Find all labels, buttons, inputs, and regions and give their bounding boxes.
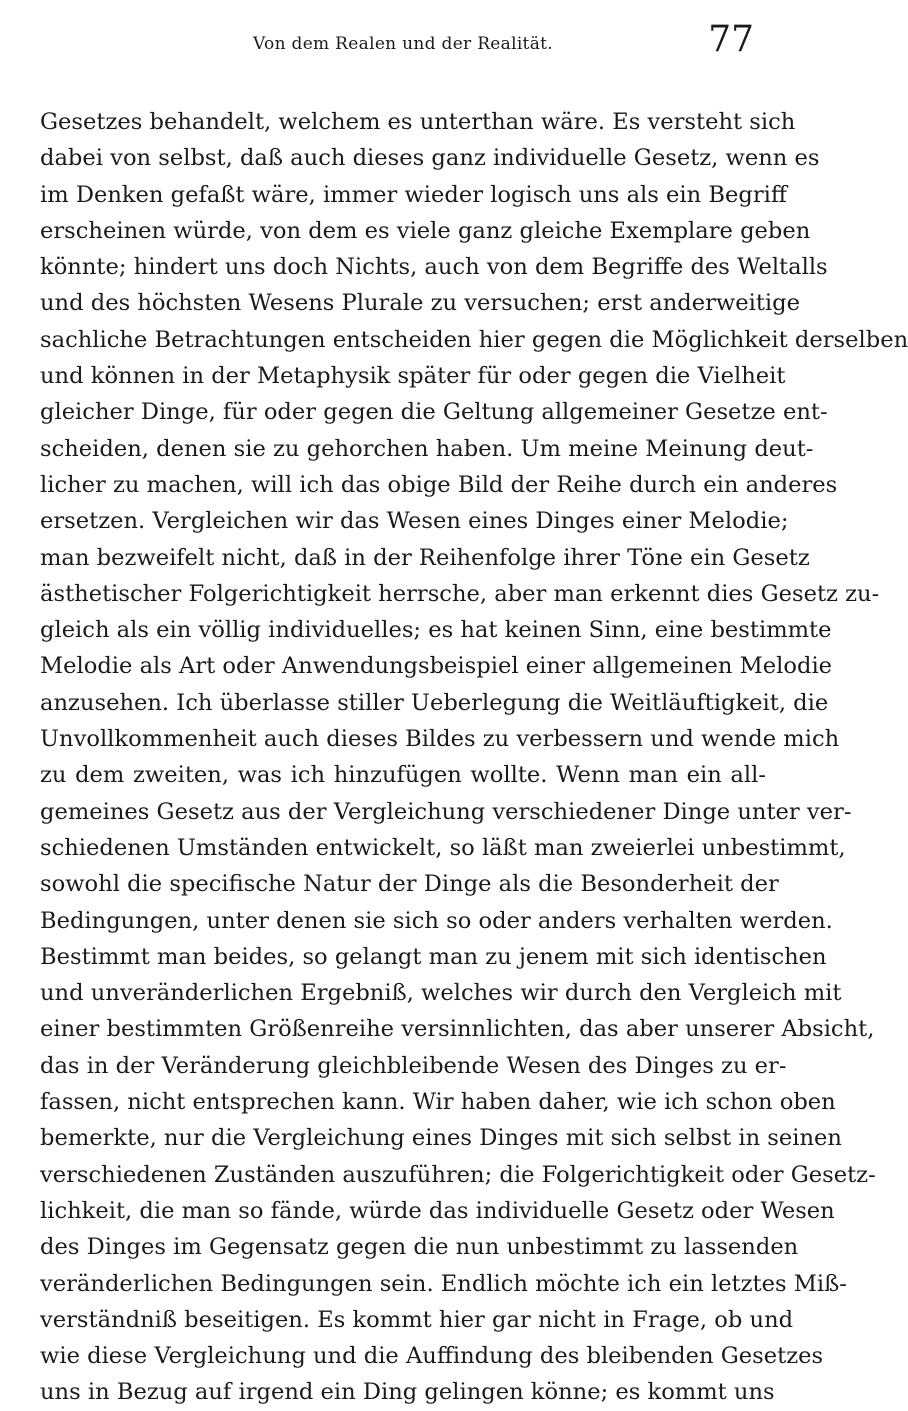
text-line: Gesetzes behandelt, welchem es unterthan wäre. Es versteht sich — [40, 109, 796, 135]
text-line: Bedingungen, unter denen sie sich so oder anders verhalten werden. — [40, 907, 833, 934]
text-line: zu dem zweiten, was ich hinzufügen wollte. Wenn man ein all- — [40, 762, 766, 789]
text-line: verschiedenen Zuständen auszuführen; die Folgerichtigkeit oder Gesetz- — [40, 1161, 876, 1188]
running-title: Von dem Realen und der Realität. — [253, 34, 553, 54]
text-line: ästhetischer Folgerichtigkeit herrsche, aber man erkennt dies Gesetz zu- — [40, 580, 880, 607]
text-line: sachliche Betrachtungen entscheiden hier gegen die Möglichkeit derselben — [40, 326, 908, 353]
text-line: könnte; hindert uns doch Nichts, auch von dem Begriffe des Weltalls — [40, 254, 828, 281]
text-line: schiedenen Umständen entwickelt, so läßt man zweierlei unbestimmt, — [40, 834, 846, 861]
page-number: 77 — [708, 19, 754, 60]
text-line: einer bestimmten Größenreihe versinnlichten, das aber unserer Absicht, — [40, 1016, 875, 1043]
text-line: das in der Veränderung gleichbleibende Wesen des Dinges zu er- — [40, 1052, 787, 1079]
text-line: wie diese Vergleichung und die Auffindung des bleibenden Gesetzes — [40, 1343, 824, 1370]
text-line: dabei von selbst, daß auch dieses ganz individuelle Gesetz, wenn es — [40, 145, 820, 172]
text-line: Melodie als Art oder Anwendungsbeispiel einer allgemeinen Melodie — [40, 653, 833, 680]
text-line: des Dinges im Gegensatz gegen die nun unbestimmt zu lassenden — [40, 1234, 799, 1261]
text-line: erscheinen würde, von dem es viele ganz gleiche Exemplare geben — [40, 217, 811, 244]
text-line: uns in Bezug auf irgend ein Ding gelingen könne; es kommt uns — [40, 1379, 775, 1406]
text-line: bemerkte, nur die Vergleichung eines Dinges mit sich selbst in seinen — [40, 1125, 842, 1152]
text-line: fassen, nicht entsprechen kann. Wir haben daher, wie ich schon oben — [40, 1089, 836, 1116]
running-head — [40, 0, 766, 60]
text-line: man bezweifelt nicht, daß in der Reihenfolge ihrer Töne ein Gesetz — [40, 544, 810, 571]
text-line: Unvollkommenheit auch dieses Bildes zu verbessern und wende mich — [40, 726, 840, 753]
text-line: veränderlichen Bedingungen sein. Endlich möchte ich ein letztes Miß- — [40, 1270, 847, 1297]
text-line: sowohl die specifische Natur der Dinge als die Besonderheit der — [40, 871, 779, 898]
body-paragraph — [40, 104, 908, 1411]
text-line: und des höchsten Wesens Plurale zu versuchen; erst anderweitige — [40, 290, 800, 317]
text-line: gleicher Dinge, für oder gegen die Geltung allgemeiner Gesetze ent- — [40, 399, 828, 426]
text-line: gleich als ein völlig individuelles; es hat keinen Sinn, eine bestimmte — [40, 617, 832, 644]
text-line: und unveränderlichen Ergebniß, welches wir durch den Vergleich mit — [40, 980, 842, 1007]
text-line: und können in der Metaphysik später für oder gegen die Vielheit — [40, 363, 786, 390]
text-line: verständniß beseitigen. Es kommt hier gar nicht in Frage, ob und — [40, 1306, 794, 1333]
text-line: anzusehen. Ich überlasse stiller Ueberlegung die Weitläuftigkeit, die — [40, 689, 829, 716]
text-line: lichkeit, die man so fände, würde das individuelle Gesetz oder Wesen — [40, 1197, 835, 1224]
text-line: ersetzen. Vergleichen wir das Wesen eines Dinges einer Melodie; — [40, 508, 789, 535]
text-line: licher zu machen, will ich das obige Bild der Reihe durch ein anderes — [40, 471, 838, 498]
text-line: scheiden, denen sie zu gehorchen haben. Um meine Meinung deut- — [40, 435, 814, 462]
text-line: gemeines Gesetz aus der Vergleichung verschiedener Dinge unter ver- — [40, 798, 852, 825]
text-line: Bestimmt man beides, so gelangt man zu jenem mit sich identischen — [40, 943, 827, 970]
text-line: im Denken gefaßt wäre, immer wieder logisch uns als ein Begriff — [40, 181, 787, 208]
